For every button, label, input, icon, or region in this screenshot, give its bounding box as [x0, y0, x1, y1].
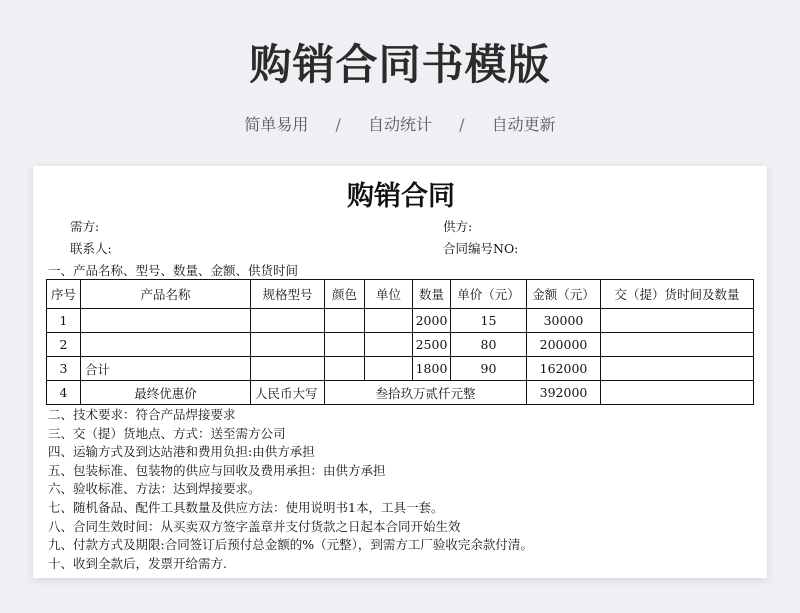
contract-title: 购销合同 — [347, 181, 455, 212]
table-cell: 2000 — [413, 309, 451, 333]
section-heading: 一、产品名称、型号、数量、金额、供货时间 — [48, 263, 299, 278]
supplier-label: 供方: — [443, 219, 473, 234]
table-cell: 2500 — [413, 333, 451, 357]
table-cell: 3 — [47, 357, 81, 381]
capital-amount-value: 叁拾玖万贰仟元整 — [325, 381, 527, 405]
table-cell — [601, 357, 754, 381]
feature-tag: 简单易用 — [244, 115, 309, 134]
table-header-row — [47, 280, 754, 309]
column-header: 交（提）货时间及数量 — [601, 280, 754, 309]
term-line: 三、交（提）货地点、方式：送至需方公司 — [48, 425, 286, 441]
term-line: 六、验收标准、方法：达到焊接要求。 — [48, 481, 261, 497]
table-cell: 200000 — [527, 333, 601, 357]
table-cell — [325, 357, 365, 381]
table-cell: 合计 — [81, 357, 251, 381]
table-cell — [601, 381, 754, 405]
term-line: 四、运输方式及到达站港和费用负担:由供方承担 — [48, 444, 315, 460]
term-line: 八、合同生效时间：从买卖双方签字盖章并支付货款之日起本合同开始生效 — [48, 518, 461, 534]
tag-separator: / — [459, 115, 465, 134]
column-header: 序号 — [47, 280, 81, 309]
column-header: 数量 — [413, 280, 451, 309]
term-line: 九、付款方式及期限:合同签订后预付总金额的%（元整），到需方工厂验收完余款付清。 — [48, 537, 533, 553]
table-cell — [251, 357, 325, 381]
table-cell: 162000 — [527, 357, 601, 381]
table-cell — [251, 309, 325, 333]
table-cell — [325, 333, 365, 357]
table-cell: 1 — [47, 309, 81, 333]
final-amount: 392000 — [527, 381, 601, 405]
table-cell — [365, 357, 413, 381]
table-row-final-price — [47, 381, 754, 405]
table-row — [47, 333, 754, 357]
table-cell: 90 — [451, 357, 527, 381]
column-header: 单价（元） — [451, 280, 527, 309]
table-row — [47, 309, 754, 333]
product-table — [46, 279, 754, 405]
feature-tag: 自动统计 — [367, 115, 432, 134]
table-cell — [601, 309, 754, 333]
table-cell — [325, 309, 365, 333]
feature-tags — [0, 112, 800, 135]
capital-amount-label: 人民币大写 — [251, 381, 325, 405]
buyer-label: 需方: — [70, 219, 100, 234]
table-cell — [365, 333, 413, 357]
table-cell: 15 — [451, 309, 527, 333]
column-header: 单位 — [365, 280, 413, 309]
contact-label: 联系人: — [70, 241, 112, 256]
column-header: 颜色 — [325, 280, 365, 309]
table-cell — [81, 309, 251, 333]
final-price-label: 最终优惠价 — [81, 381, 251, 405]
term-line: 五、包装标准、包装物的供应与回收及费用承担：由供方承担 — [48, 462, 386, 478]
table-cell — [251, 333, 325, 357]
column-header: 金额（元） — [527, 280, 601, 309]
term-line: 二、技术要求：符合产品焊接要求 — [48, 407, 236, 422]
table-cell — [81, 333, 251, 357]
table-cell: 80 — [451, 333, 527, 357]
page-title: 购销合同书模版 — [249, 40, 551, 89]
column-header: 产品名称 — [81, 280, 251, 309]
column-header: 规格型号 — [251, 280, 325, 309]
table-cell — [601, 333, 754, 357]
contract-terms — [48, 406, 748, 573]
term-line: 十、收到全款后，发票开给需方. — [48, 555, 227, 571]
contract-sheet — [33, 166, 767, 578]
table-cell: 30000 — [527, 309, 601, 333]
term-line: 七、随机备品、配件工具数量及供应方法：使用说明书1本，工具一套。 — [48, 499, 444, 515]
contract-number-label: 合同编号NO: — [443, 241, 519, 256]
table-cell — [365, 309, 413, 333]
table-cell: 1800 — [413, 357, 451, 381]
table-cell: 4 — [47, 381, 81, 405]
feature-tag: 自动更新 — [491, 115, 556, 134]
table-cell: 2 — [47, 333, 81, 357]
table-row — [47, 357, 754, 381]
tag-separator: / — [335, 115, 341, 134]
